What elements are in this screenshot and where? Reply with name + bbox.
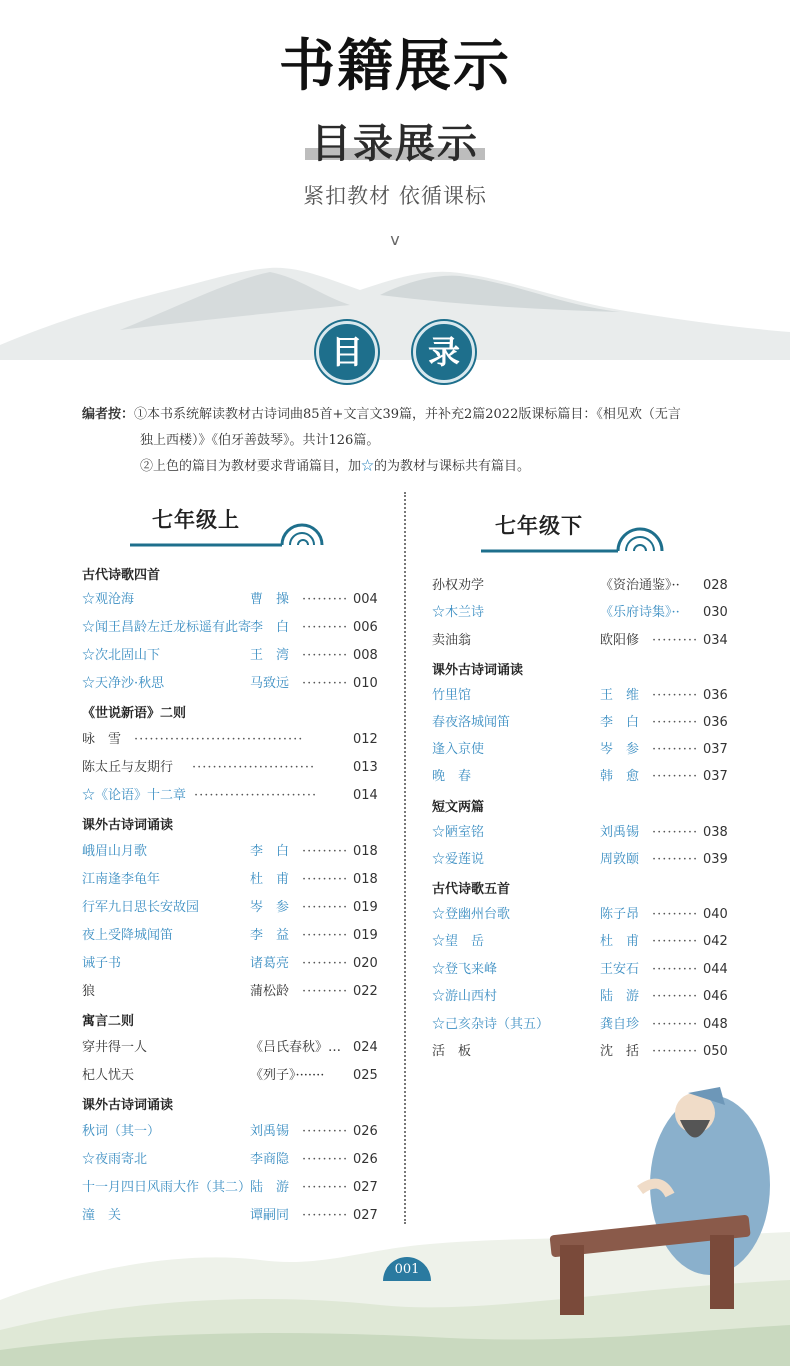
note-line-3a: ②上色的篇目为教材要求背诵篇目，加	[140, 459, 362, 474]
section-title: 《世说新语》二则	[82, 706, 187, 721]
section-title: 短文两篇	[432, 800, 485, 815]
toc-item[interactable]: ☆爱莲说 周敦颐 ········· 039	[432, 852, 728, 867]
toc-item[interactable]: 江南逢李龟年 杜 甫 ········· 018	[82, 872, 378, 887]
toc-item[interactable]: ☆登飞来峰 王安石 ········· 044	[432, 962, 728, 977]
note-line-2: 独上西楼）》《伯牙善鼓琴》。共计126篇。	[140, 433, 380, 448]
grade-title-right: 七年级下	[495, 513, 583, 538]
toc-item[interactable]: 卖油翁 欧阳修 ········· 034	[432, 633, 728, 648]
toc-item[interactable]: ☆望 岳 杜 甫 ········· 042	[432, 934, 728, 949]
note-line-3b: 的为教材与课标共有篇目。	[374, 459, 531, 474]
toc-item[interactable]: ☆天净沙·秋思 马致远 ········· 010	[82, 676, 378, 691]
section-title: 课外古诗词诵读	[82, 1098, 174, 1113]
toc-item[interactable]: ☆登幽州台歌 陈子昂 ········· 040	[432, 907, 728, 922]
toc-item[interactable]: ☆己亥杂诗（其五） 龚自珍 ········· 048	[432, 1017, 728, 1032]
toc-badge-mu: 目	[316, 321, 378, 383]
toc-item[interactable]: 杞人忧天 《列子》······· 025	[82, 1068, 378, 1083]
toc-item[interactable]: 春夜洛城闻笛 李 白 ········· 036	[432, 715, 728, 730]
toc-item[interactable]: 孙权劝学 《资治通鉴》·· 028	[432, 578, 728, 593]
toc-item[interactable]: 夜上受降城闻笛 李 益 ········· 019	[82, 928, 378, 943]
grade-header-right	[473, 513, 698, 556]
toc-item[interactable]: 咏 雪 ································· 012	[82, 732, 378, 747]
toc-item[interactable]: ☆《论语》十二章 ························ 014	[82, 788, 378, 803]
page-number: 001	[383, 1257, 431, 1281]
toc-item[interactable]: 竹里馆 王 维 ········· 036	[432, 688, 728, 703]
section-title: 课外古诗词诵读	[432, 663, 524, 678]
toc-item[interactable]: 潼 关 谭嗣同 ········· 027	[82, 1208, 378, 1223]
note-line-1: ①本书系统解读教材古诗词曲85首+文言文39篇，并补充2篇2022版课标篇目：《相见欢（无言	[134, 407, 681, 422]
chevron-down-icon: v	[390, 230, 400, 249]
tagline: 紧扣教材 依循课标	[303, 184, 487, 208]
section-subtitle: 目录展示	[311, 121, 479, 167]
mountain-background	[0, 250, 790, 360]
section-title: 古代诗歌五首	[432, 882, 511, 897]
toc-item[interactable]: ☆陋室铭 刘禹锡 ········· 038	[432, 825, 728, 840]
toc-item[interactable]: 秋词（其一） 刘禹锡 ········· 026	[82, 1124, 378, 1139]
star-icon: ☆	[361, 459, 375, 474]
note-label: 编者按：	[82, 407, 135, 422]
toc-item[interactable]: 狼 蒲松龄 ········· 022	[82, 984, 378, 999]
toc-item[interactable]: 晚 春 韩 愈 ········· 037	[432, 769, 728, 784]
editor-note	[82, 402, 722, 480]
grade-header-left	[122, 507, 347, 550]
toc-item[interactable]: ☆木兰诗 《乐府诗集》·· 030	[432, 605, 728, 620]
toc-item[interactable]: 活 板 沈 括 ········· 050	[432, 1044, 728, 1059]
toc-item[interactable]: 十一月四日风雨大作（其二） 陆 游 ········· 027	[82, 1180, 378, 1195]
grade-title-left: 七年级上	[152, 507, 240, 532]
toc-item[interactable]: 行军九日思长安故园 岑 参 ········· 019	[82, 900, 378, 915]
column-divider	[404, 492, 406, 1224]
toc-item[interactable]: 穿井得一人 《吕氏春秋》… 024	[82, 1040, 378, 1055]
section-title: 寓言二则	[82, 1014, 135, 1029]
toc-item[interactable]: 诫子书 诸葛亮 ········· 020	[82, 956, 378, 971]
toc-item[interactable]: ☆夜雨寄北 李商隐 ········· 026	[82, 1152, 378, 1167]
toc-item[interactable]: ☆次北固山下 王 湾 ········· 008	[82, 648, 378, 663]
toc-item[interactable]: ☆闻王昌龄左迁龙标遥有此寄 李 白 ········· 006	[82, 620, 378, 635]
section-title: 课外古诗词诵读	[82, 818, 174, 833]
toc-item[interactable]: ☆游山西村 陆 游 ········· 046	[432, 989, 728, 1004]
section-title: 古代诗歌四首	[82, 568, 161, 583]
sage-illustration	[520, 1075, 780, 1335]
toc-item[interactable]: 逢入京使 岑 参 ········· 037	[432, 742, 728, 757]
toc-badge-lu: 录	[413, 321, 475, 383]
toc-item[interactable]: ☆观沧海 曹 操 ········· 004	[82, 592, 378, 607]
toc-item[interactable]: 陈太丘与友期行 ························ 013	[82, 760, 378, 775]
page-title: 书籍展示	[279, 34, 511, 99]
toc-item[interactable]: 峨眉山月歌 李 白 ········· 018	[82, 844, 378, 859]
